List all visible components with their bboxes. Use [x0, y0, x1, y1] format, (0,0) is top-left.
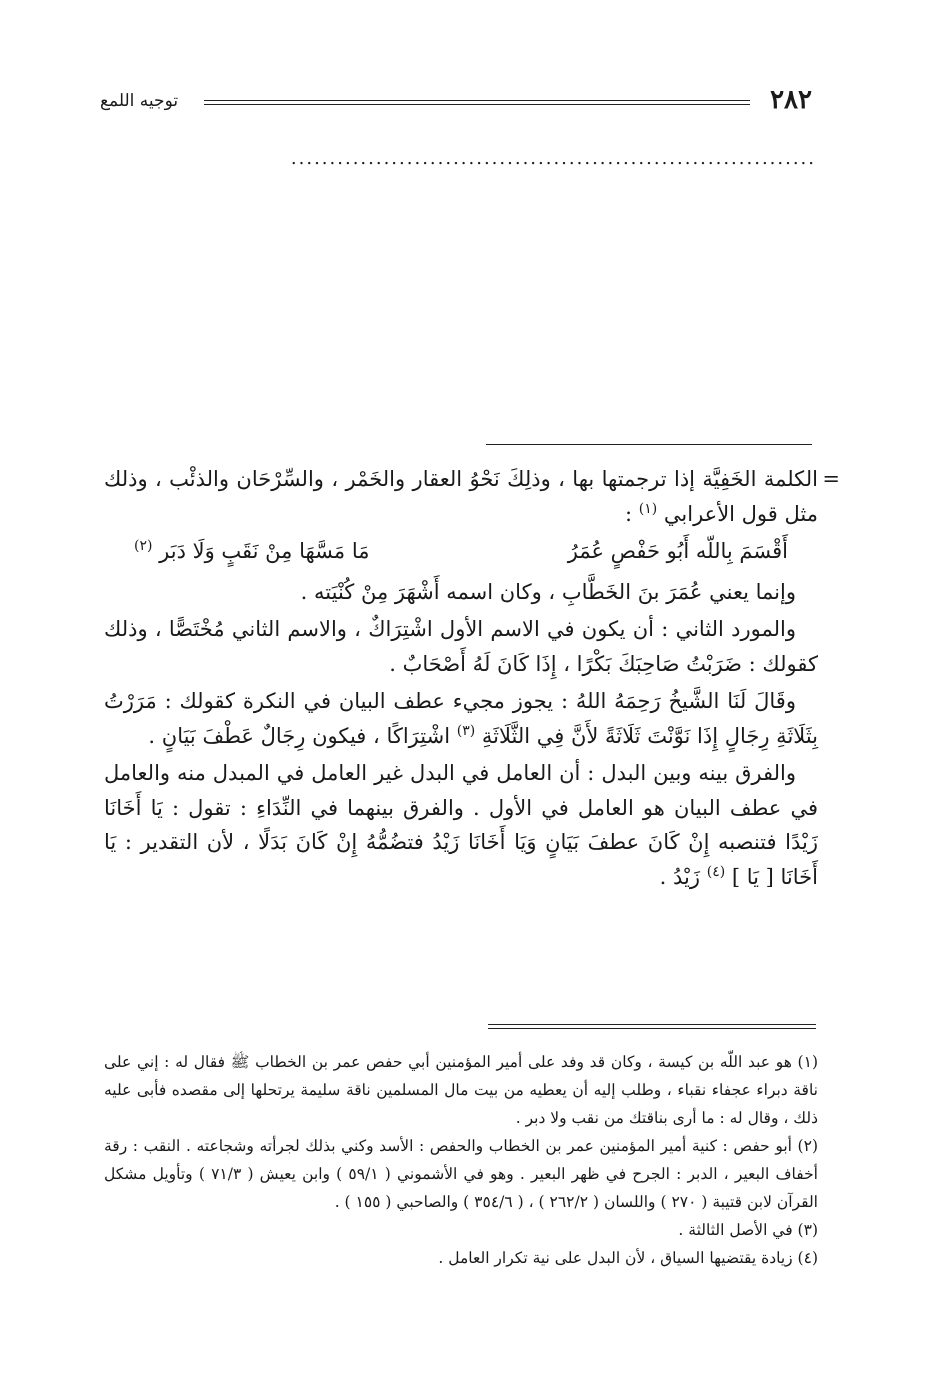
footnote-3: (٣) في الأصل الثالثة . [678, 1221, 818, 1239]
paragraph-5 [104, 756, 818, 894]
running-title: توجيه اللمع [100, 91, 179, 111]
footnote-ref-2: (٢) [134, 538, 153, 554]
page-number: ٢٨٢ [770, 85, 812, 115]
footnote-1: (١) هو عبد اللّه بن كيسة ، وكان قد وفد على أمير المؤمنين أبي حفص عمر بن الخطاب ﷺ فقال له : إني على ناقة دبراء عجفاء نقباء ، وطلب إليه أن يعطيه من بيت مال المسلمين ناقة سليمة يرتحلها إلى مقصده فأبى عليه ذلك ، وقال له : ما أرى بناقتك من نقب ولا دبر . [104, 1053, 818, 1127]
continuation-rule [486, 444, 812, 445]
main-text [104, 462, 840, 897]
footnote-4: (٤) زيادة يقتضيها السياق ، لأن البدل على نية تكرار العامل . [438, 1249, 818, 1267]
verse-hemistich-1: أَقْسَمَ بِاللّه أَبُو حَفْصٍ عُمَرُ [567, 539, 788, 563]
continuation-mark: = [822, 467, 840, 491]
paragraph-4-text-a: وقَالَ لَنَا الشَّيخُ رَحِمَهُ اللهُ : يجوز مجيء عطف البيان في النكرة كقولك : مَرَرْتُ بِثَلَاثَةِ رِجَالٍ إِذَا نَوَّنْتَ ثَلَاثَةً لأَنَّ فِي الثَّلَاثَةِ [104, 689, 818, 748]
running-header [100, 84, 812, 124]
paragraph-5-text-a: والفرق بينه وبين البدل : أن العامل في البدل غير العامل في المبدل منه والعامل في عطف البيان هو العامل في الأول . والفرق بينهما في النِّدَاءِ : تقول : يَا أَخَانَا زَيْدًا فتنصبه إِنْ كَانَ عطفَ بَيَانٍ وَيَا أَخَانَا زَيْدُ فتضُمُّهُ إِنْ كَانَ بَدَلًا ، لأن التقدير : يَا أَخَانَا [ يَا ] [104, 761, 818, 889]
footnote-2: (٢) أبو حفص : كنية أمير المؤمنين عمر بن الخطاب والحفص : الأسد وكني بذلك لجرأته وشجاعته . النقب : رقة أخفاف البعير ، الدبر : الجرح في ظهر البعير . وهو في الأشموني ( ٥٩/١ ) وابن يعيش ( ٧١/٣ ) وتأويل مشكل القرآن لابن قتيبة ( ٢٧٠ ) واللسان ( ٢٦٢/٢ ) ، ( ٣٥٤/٦ ) والصاحبي ( ١٥٥ ) . [104, 1137, 818, 1211]
header-rule [204, 100, 750, 105]
dotted-separator: .................................................................... [290, 148, 816, 169]
paragraph-3: والمورد الثاني : أن يكون في الاسم الأول اشْتِرَاكٌ ، والاسم الثاني مُخْتَصًّا ، وذلك كقولك : ضَرَبْتُ صَاحِبَكَ بَكْرًا ، إِذَا كَانَ لَهُ أَصْحَابٌ . [104, 617, 818, 676]
paragraph-4-text-b: اشْتِرَاكًا ، فيكون رِجَالٌ عَطْفَ بَيَانٍ . [148, 723, 451, 748]
footnote-separator [488, 1024, 816, 1029]
footnote-ref-1: (١) [638, 500, 658, 517]
footnotes [104, 1048, 818, 1272]
poetry-verse [104, 534, 818, 569]
verse-hemistich-2-wrap [134, 534, 369, 569]
paragraph-1 [104, 462, 818, 531]
footnote-ref-4: (٤) [706, 863, 726, 880]
paragraph-4 [104, 684, 818, 753]
paragraph-5-text-b: زَيْدُ . [659, 864, 701, 889]
paragraph-2: وإنما يعني عُمَرَ بنَ الخَطَّابِ ، وكان اسمه أَشْهَرَ مِنْ كُنْيَته . [300, 579, 796, 604]
footnote-ref-3: (٣) [456, 722, 476, 739]
paragraph-1-text: الكلمة الخَفِيَّة إذا ترجمتها بها ، وذلِكَ نَحْوُ العقار والخَمْر ، والسِّرْحَان والذئْب ، وذلك مثل قول الأعرابي [104, 467, 818, 526]
paragraph-1-end: : [624, 501, 633, 526]
verse-hemistich-2: مَا مَسَّهَا مِنْ نَقَبٍ وَلَا دَبَر [159, 539, 370, 563]
